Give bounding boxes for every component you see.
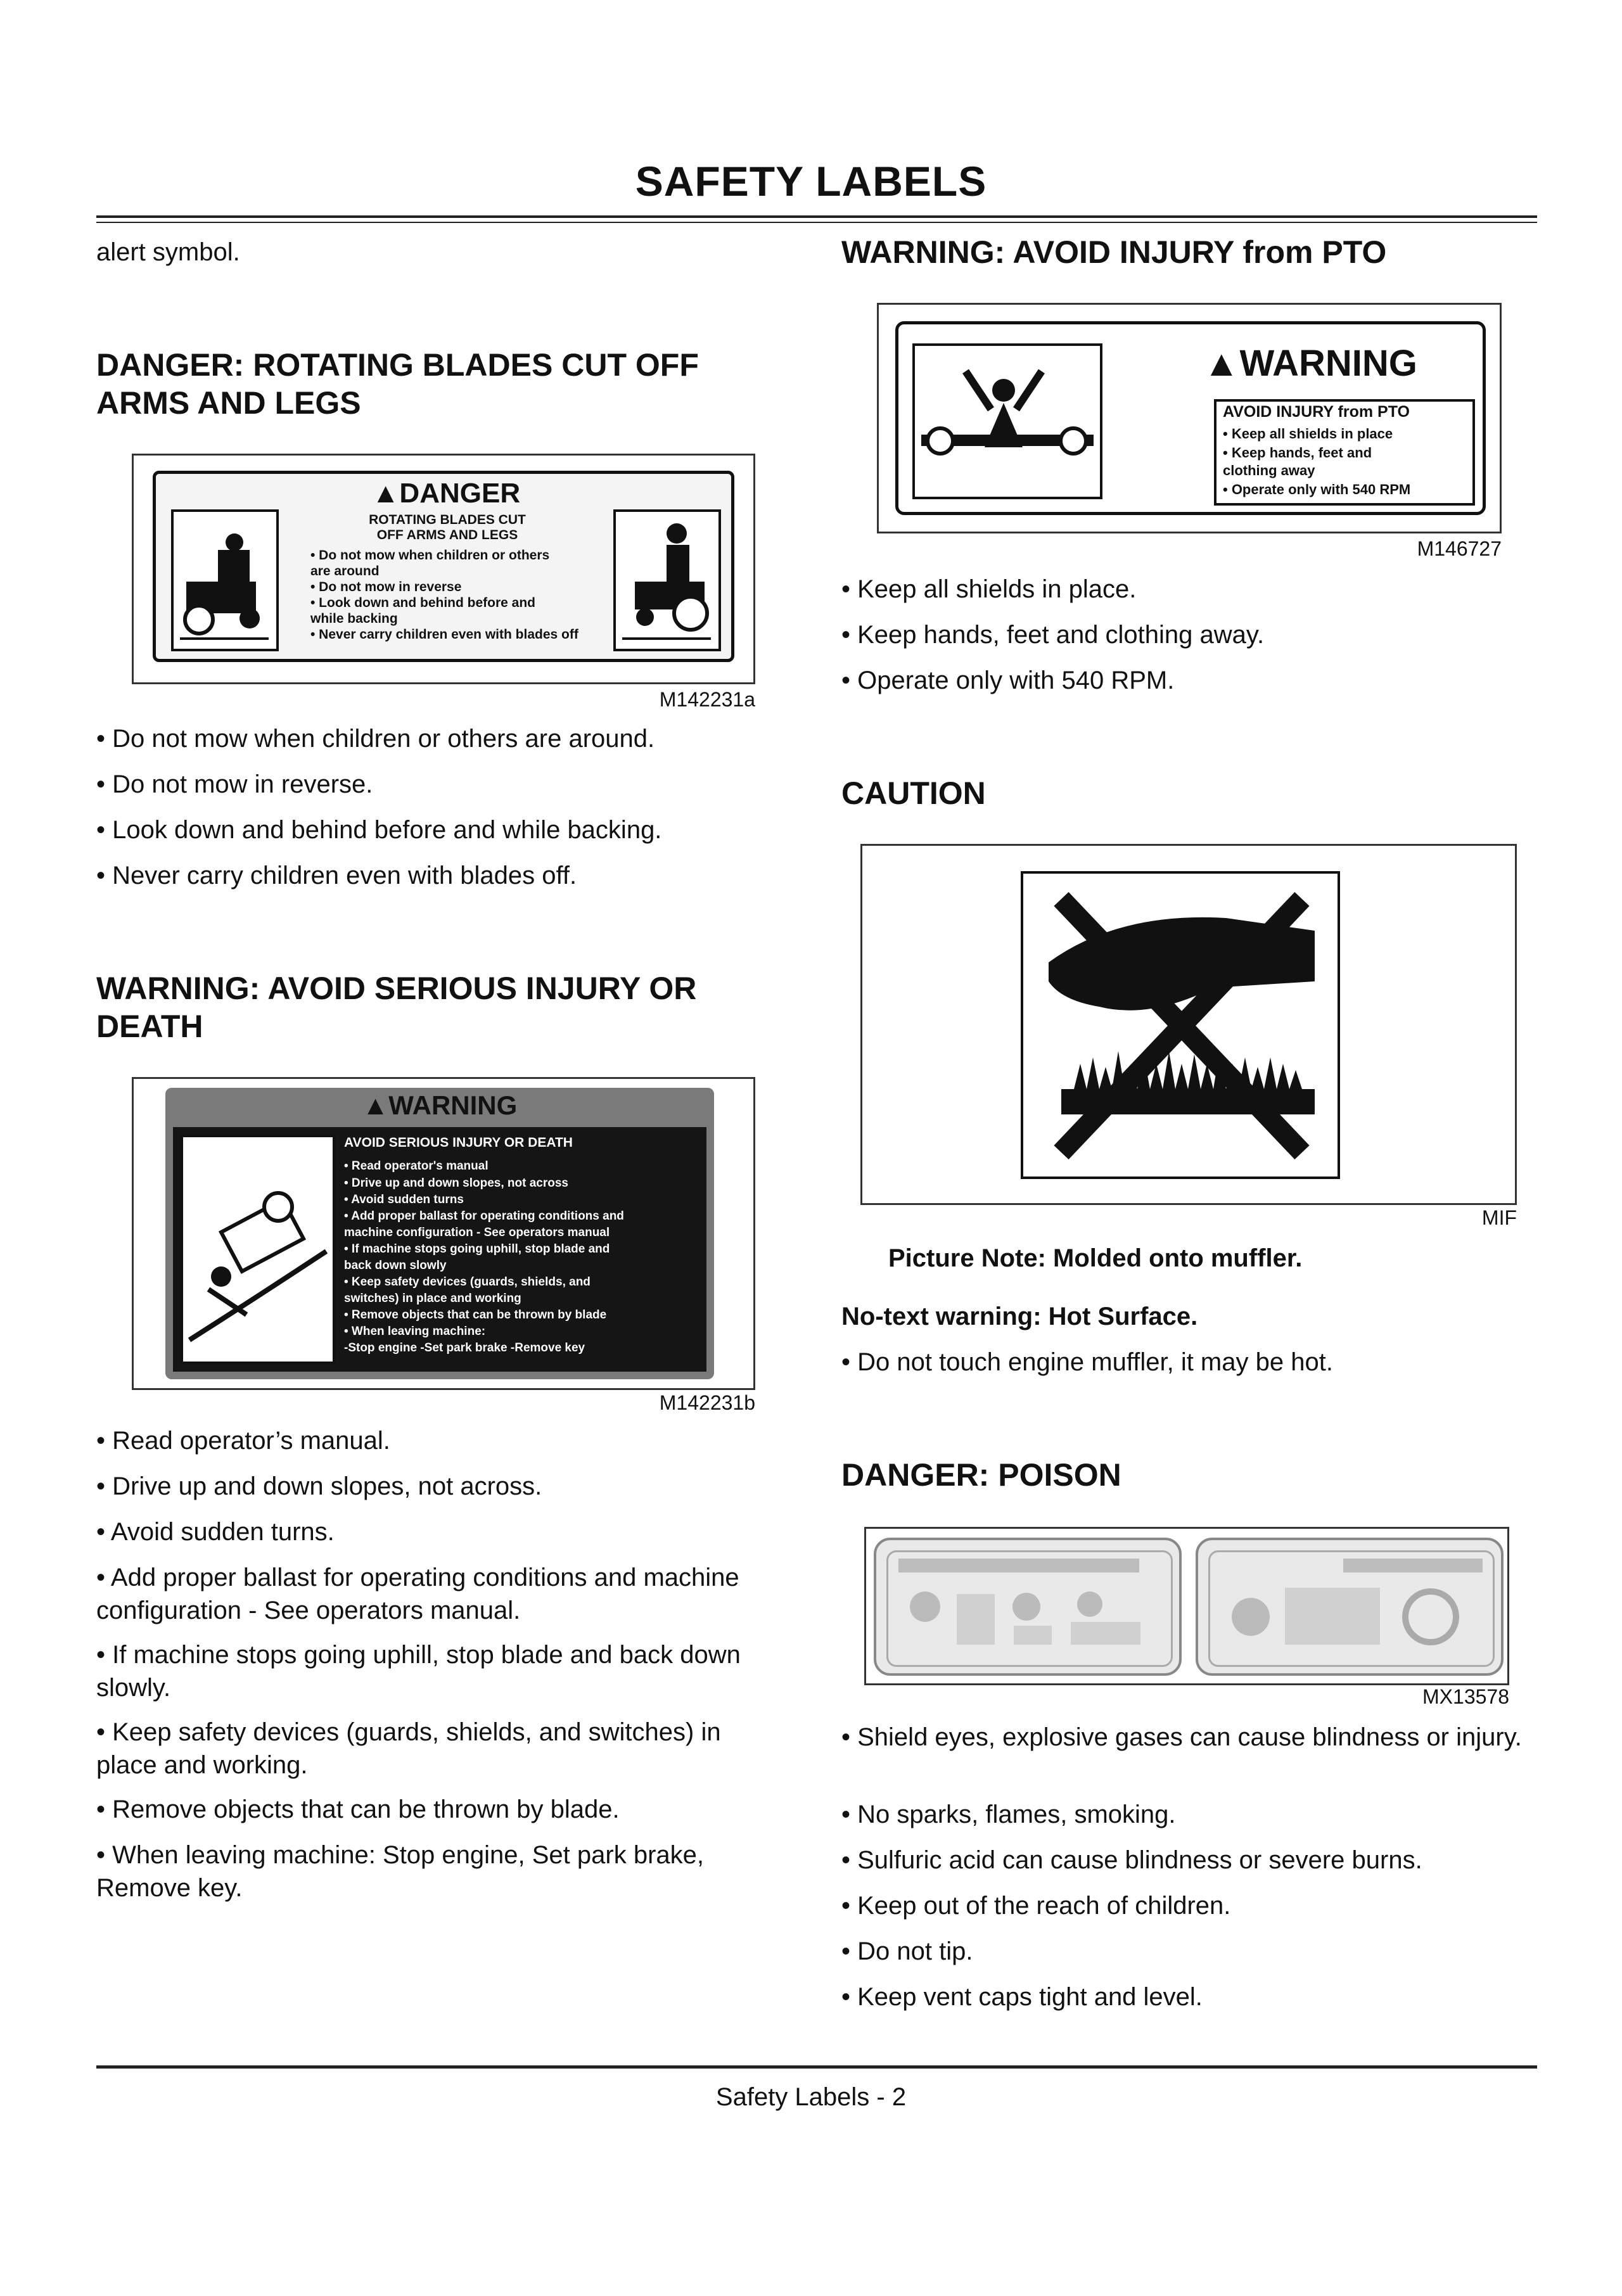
section-heading: WARNING: AVOID INJURY from PTO — [841, 234, 1387, 270]
decal-title: ROTATING BLADES CUT — [369, 513, 526, 527]
bullet-item: • Keep out of the reach of children. — [841, 1892, 1231, 1920]
decal-line: back down slowly — [344, 1259, 447, 1272]
poison-decal-panel — [1208, 1550, 1495, 1667]
decal-body — [173, 1127, 706, 1372]
figure-id: MX13578 — [1422, 1685, 1509, 1708]
decal-message-panel — [1214, 399, 1475, 506]
decal-line: • Look down and behind before and — [310, 596, 536, 610]
decal-line: clothing away — [1223, 462, 1315, 478]
decal-line: • Keep all shields in place — [1223, 426, 1393, 442]
bullet-item: • Never carry children even with blades off. — [96, 862, 577, 890]
poison-decal-figure — [864, 1527, 1509, 1685]
bullet-item: • Do not mow in reverse. — [96, 770, 373, 798]
bullet-item: • Look down and behind before and while backing. — [96, 816, 662, 844]
decal-line: are around — [310, 564, 380, 578]
bullet-item: • Do not tip. — [841, 1937, 973, 1965]
poison-decal-right — [1196, 1538, 1504, 1676]
no-text-warning: No-text warning: Hot Surface. — [841, 1303, 1198, 1330]
decal-line: • Read operator's manual — [344, 1159, 489, 1173]
bullet-item: • Avoid sudden turns. — [96, 1518, 335, 1546]
poison-text-strip — [1343, 1559, 1483, 1572]
section-heading: DANGER: ROTATING BLADES CUT OFF — [96, 347, 699, 383]
decal-line: • Do not mow when children or others — [310, 548, 550, 563]
battery-hazard-icons — [900, 1585, 1159, 1655]
decal-title: AVOID INJURY from PTO — [1223, 403, 1410, 421]
bullet-item: • Keep hands, feet and clothing away. — [841, 621, 1265, 649]
poison-signal-strip — [898, 1559, 1139, 1572]
decal-line: machine configuration - See operators manual — [344, 1226, 610, 1239]
decal-line: • Avoid sudden turns — [344, 1193, 464, 1206]
mower-child-icon — [174, 512, 276, 649]
poison-decal-left — [874, 1538, 1182, 1676]
picture-note: Picture Note: Molded onto muffler. — [888, 1244, 1303, 1272]
warning-decal-figure — [132, 1077, 755, 1390]
decal-line: -Stop engine -Set park brake -Remove key — [344, 1341, 585, 1355]
decal-line: switches) in place and working — [344, 1292, 521, 1305]
decal-line: • Remove objects that can be thrown by blade — [344, 1308, 607, 1322]
page-footer: Safety Labels - 2 — [715, 2083, 907, 2111]
bullet-item: • Do not mow when children or others are around. — [96, 725, 655, 753]
flush-eyes-recycle-icons — [1222, 1581, 1481, 1657]
warning-decal — [165, 1088, 714, 1379]
section-heading: CAUTION — [841, 775, 986, 811]
pto-warning-decal-figure — [877, 303, 1502, 533]
bullet-item: • Do not touch engine muffler, it may be hot. — [841, 1348, 1333, 1376]
hot-surface-pictogram — [1021, 871, 1340, 1179]
decal-line: • Keep safety devices (guards, shields, and — [344, 1275, 591, 1289]
danger-decal-figure — [132, 454, 755, 684]
footer-rule — [96, 2065, 1537, 2069]
decal-line: while backing — [310, 611, 398, 626]
bullet-item: • Shield eyes, explosive gases can cause blindness or injury. — [841, 1723, 1522, 1751]
figure-id: M142231a — [659, 688, 755, 711]
pto-shaft-icon — [915, 346, 1100, 497]
bullet-item: • Operate only with 540 RPM. — [841, 666, 1175, 694]
decal-signal-word: ▲WARNING — [362, 1090, 518, 1120]
decal-title: OFF ARMS AND LEGS — [376, 528, 518, 542]
figure-id: M146727 — [1417, 537, 1502, 560]
danger-decal — [153, 471, 734, 662]
bullet-item: • Drive up and down slopes, not across. — [96, 1472, 542, 1500]
decal-signal-word: ▲DANGER — [371, 478, 521, 509]
figure-id: MIF — [1481, 1206, 1517, 1229]
section-heading: DEATH — [96, 1009, 203, 1044]
bullet-item: • Add proper ballast for operating conditions and machine configuration - See operators manual. — [96, 1564, 739, 1624]
decal-line: • Operate only with 540 RPM — [1223, 482, 1411, 497]
decal-title: AVOID SERIOUS INJURY OR DEATH — [344, 1135, 573, 1150]
bullet-item: • Remove objects that can be thrown by blade. — [96, 1795, 620, 1823]
no-touch-hot-surface-icon — [1023, 874, 1338, 1177]
section-heading: WARNING: AVOID SERIOUS INJURY OR — [96, 971, 697, 1006]
intro-text: alert symbol. — [96, 238, 240, 266]
mower-backing-pictogram — [613, 509, 721, 651]
decal-line: • Keep hands, feet and — [1223, 445, 1372, 461]
section-heading: ARMS AND LEGS — [96, 385, 361, 421]
bullet-item: • Keep vent caps tight and level. — [841, 1983, 1203, 2011]
decal-line: • Add proper ballast for operating conditions and — [344, 1209, 624, 1223]
decal-line: • Do not mow in reverse — [310, 580, 462, 594]
bullet-item: • Keep all shields in place. — [841, 575, 1137, 603]
bullet-item: • Keep safety devices (guards, shields, and switches) in place and working. — [96, 1718, 721, 1779]
section-heading: DANGER: POISON — [841, 1457, 1121, 1493]
hot-surface-figure — [860, 844, 1517, 1205]
pto-entanglement-pictogram — [912, 343, 1102, 499]
slope-rollover-pictogram — [181, 1135, 335, 1364]
decal-signal-word: ▲WARNING — [1203, 343, 1417, 384]
bullet-item: • Sulfuric acid can cause blindness or severe burns. — [841, 1846, 1422, 1874]
figure-id: M142231b — [659, 1391, 755, 1414]
decal-line: • Drive up and down slopes, not across — [344, 1177, 568, 1190]
decal-line: • When leaving machine: — [344, 1325, 486, 1338]
bullet-item: • When leaving machine: Stop engine, Set park brake, Remove key. — [96, 1841, 705, 1902]
pto-warning-decal — [895, 321, 1486, 515]
mower-rear-pictogram — [171, 509, 279, 651]
rollover-icon — [183, 1137, 333, 1362]
header-rule — [96, 215, 1537, 218]
decal-line: • If machine stops going uphill, stop blade and — [344, 1242, 610, 1256]
bullet-item: • No sparks, flames, smoking. — [841, 1801, 1176, 1828]
poison-decal-panel — [886, 1550, 1173, 1667]
mower-operator-icon — [616, 512, 718, 649]
bullet-item: • If machine stops going uphill, stop blade and back down slowly. — [96, 1641, 741, 1702]
page-title: SAFETY LABELS — [635, 158, 987, 205]
decal-line: • Never carry children even with blades off — [310, 627, 578, 642]
bullet-item: • Read operator’s manual. — [96, 1427, 390, 1455]
header-rule-thin — [96, 222, 1537, 223]
